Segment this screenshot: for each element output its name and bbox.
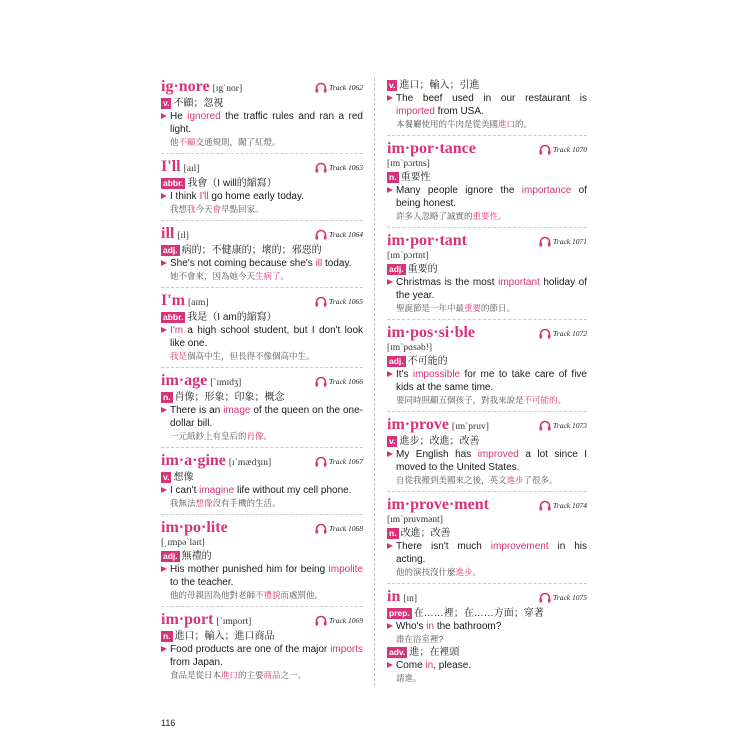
sense-definition	[161, 97, 363, 110]
entry-im	[161, 292, 363, 368]
track-label[interactable]	[315, 296, 363, 307]
sense-definition	[161, 244, 363, 257]
example-text: in his acting.	[396, 541, 588, 565]
track-label[interactable]	[315, 456, 363, 467]
headword: im·por·tance	[387, 140, 476, 157]
part-of-speech-badge: abbr.	[163, 312, 184, 322]
headphones-icon	[539, 420, 551, 431]
sense-definition	[161, 550, 363, 563]
headword-row	[161, 452, 363, 470]
part-of-speech-badge: abbr.	[163, 178, 184, 188]
bullet-triangle-icon	[161, 260, 167, 266]
example-text: Who's	[396, 621, 427, 632]
right-column	[387, 78, 587, 693]
entry-image	[161, 372, 363, 448]
example-highlight: in	[425, 660, 434, 671]
part-of-speech-badge: prep.	[389, 608, 410, 618]
example-sentence	[387, 92, 587, 118]
example-text: There is an	[170, 405, 224, 416]
example-highlight: improved	[477, 449, 519, 460]
definition-text: 進；在裡頭	[409, 647, 460, 658]
translation-text: 自從我搬到美國來之後，英文	[396, 475, 507, 485]
headphones-icon	[315, 229, 327, 240]
translation-highlight: 不可能的	[523, 395, 558, 405]
headword-row	[161, 78, 363, 96]
example-translation	[387, 633, 587, 645]
example-translation	[387, 566, 587, 578]
track-number: Track 1070	[553, 145, 587, 154]
translation-text: 許多人忽略了誠實的	[396, 211, 473, 221]
example-text: He	[170, 111, 188, 122]
headword-row	[387, 232, 587, 250]
sense-definition	[161, 177, 363, 190]
example-sentence	[161, 257, 363, 270]
headword-row	[387, 140, 587, 158]
example-text: from Japan.	[170, 657, 223, 668]
translation-text: 。	[280, 271, 290, 281]
bullet-triangle-icon	[161, 487, 167, 493]
pronunciation: [aɪm]	[188, 298, 209, 308]
sense-definition	[387, 263, 587, 276]
example-translation	[387, 394, 587, 406]
example-translation	[161, 497, 363, 509]
sense-definition	[387, 355, 587, 368]
definition-text: 不可能的	[407, 356, 448, 367]
example-text: Food products are one of the major	[170, 644, 331, 655]
headword-row	[161, 158, 363, 176]
headphones-icon	[539, 500, 551, 511]
example-sentence	[161, 484, 363, 497]
example-text: a high school student, but I don't look like one.	[170, 325, 363, 349]
headword-row	[161, 611, 363, 629]
example-text: The beef used in our restaurant is	[396, 93, 587, 104]
example-text: a lot since I moved to the United States.	[396, 449, 588, 473]
track-label[interactable]	[539, 500, 587, 511]
pronunciation: [aɪl]	[183, 164, 200, 174]
headword: I'll	[161, 158, 181, 175]
sense-definition	[387, 79, 587, 92]
entry-ill-contraction	[161, 158, 363, 221]
translation-highlight: 進步	[506, 475, 524, 485]
example-translation	[387, 302, 587, 314]
example-highlight: imagine	[199, 485, 235, 496]
example-text: to the teacher.	[170, 577, 234, 588]
example-sentence	[387, 540, 587, 566]
translation-highlight: 重要性	[472, 211, 499, 221]
example-highlight: importance	[521, 185, 572, 196]
example-translation	[387, 672, 587, 684]
headword-row	[387, 416, 587, 434]
track-label[interactable]	[315, 229, 363, 240]
page-number: 116	[161, 718, 176, 728]
track-label[interactable]	[315, 82, 363, 93]
headword: im·prove·ment	[387, 496, 489, 513]
bullet-triangle-icon	[161, 193, 167, 199]
example-text: It's	[396, 369, 413, 380]
translation-highlight: 不禮貌	[255, 590, 281, 600]
headword: im·age	[161, 372, 208, 389]
bullet-triangle-icon	[387, 623, 393, 629]
translation-highlight: 進口	[221, 670, 239, 680]
sense-definition	[161, 471, 363, 484]
translation-text: 要同時照顧五個孩子，對我來說是	[396, 395, 524, 405]
pronunciation: [ɪm`pɔrtns]	[387, 159, 430, 169]
translation-text: 今天	[195, 204, 213, 214]
definition-text: 進步；改進；改善	[399, 436, 480, 447]
example-translation	[161, 430, 363, 442]
example-sentence	[387, 368, 587, 394]
example-highlight: ill	[315, 258, 323, 269]
bullet-triangle-icon	[161, 407, 167, 413]
definition-text: 重要的	[407, 264, 438, 275]
track-number: Track 1071	[553, 237, 587, 246]
example-translation	[387, 210, 587, 222]
part-of-speech-badge: adj.	[389, 264, 404, 274]
track-label[interactable]	[315, 523, 363, 534]
pronunciation: [ɪm`pruvmənt]	[387, 515, 443, 525]
translation-text: 。	[263, 431, 273, 441]
track-number: Track 1072	[553, 329, 587, 338]
headword: im·a·gine	[161, 452, 226, 469]
example-highlight: impossible	[412, 369, 461, 380]
translation-highlight: 進步	[455, 567, 473, 577]
translation-text: 之一。	[280, 670, 307, 680]
definition-text: 進口；輸入；引進	[399, 80, 480, 91]
pronunciation: [`ɪmport]	[216, 617, 252, 627]
track-number: Track 1067	[329, 457, 363, 466]
definition-text: 重要性	[400, 172, 431, 183]
headword-row	[161, 225, 363, 243]
entry-imagine	[161, 452, 363, 515]
translation-text: 誰在浴室裡?	[396, 634, 444, 644]
headphones-icon	[315, 615, 327, 626]
sense-definition	[161, 311, 363, 324]
pronunciation: [ɪm`pɑsəb!]	[387, 343, 433, 353]
sense-definition	[161, 630, 363, 643]
track-number: Track 1064	[329, 230, 363, 239]
definition-text: 病的；不健康的；壞的；邪惡的	[181, 245, 322, 256]
example-sentence	[161, 324, 363, 350]
track-number: Track 1065	[329, 297, 363, 306]
example-translation	[161, 589, 363, 601]
entry-import-verb	[387, 79, 587, 136]
bullet-triangle-icon	[387, 95, 393, 101]
example-text: go home early today.	[208, 191, 305, 202]
translation-text: 的節日。	[481, 303, 516, 313]
track-number: Track 1062	[329, 83, 363, 92]
example-text: of being honest.	[396, 185, 588, 209]
sense-definition	[387, 171, 587, 184]
track-label[interactable]	[315, 615, 363, 626]
example-translation	[161, 270, 363, 282]
part-of-speech-badge: adj.	[163, 245, 178, 255]
bullet-triangle-icon	[387, 279, 393, 285]
translation-text: 她不會來，因為她今天	[170, 271, 256, 281]
headphones-icon	[539, 236, 551, 247]
bullet-triangle-icon	[161, 113, 167, 119]
definition-text: 在……裡；在……方面；穿著	[413, 608, 544, 619]
sense-definition	[387, 435, 587, 448]
translation-highlight: 肖像	[246, 431, 264, 441]
example-sentence	[387, 620, 587, 633]
entry-in	[387, 588, 587, 689]
translation-highlight: 生病了	[255, 271, 281, 281]
example-highlight: in	[426, 621, 435, 632]
headphones-icon	[539, 144, 551, 155]
pronunciation: [ɪm`pruv]	[451, 422, 489, 432]
translation-text: 的主要	[238, 670, 264, 680]
headphones-icon	[315, 296, 327, 307]
track-label[interactable]	[539, 420, 587, 431]
headword: in	[387, 588, 401, 605]
example-text: the bathroom?	[434, 621, 502, 632]
example-text: She's not coming because she's	[170, 258, 316, 269]
entry-ill	[161, 225, 363, 288]
track-number: Track 1073	[553, 421, 587, 430]
track-label[interactable]	[315, 162, 363, 173]
translation-text: 沒有手機的生活。	[212, 498, 281, 508]
entry-impossible	[387, 324, 587, 412]
example-sentence	[161, 643, 363, 669]
headword: im·por·tant	[387, 232, 467, 249]
example-text: life without my cell phone.	[234, 485, 352, 496]
example-text: I think	[170, 191, 200, 202]
translation-highlight: 想像	[195, 498, 213, 508]
track-number: Track 1069	[329, 616, 363, 625]
translation-text: 。	[498, 211, 507, 221]
example-highlight: I'm	[170, 325, 184, 336]
headphones-icon	[539, 592, 551, 603]
headword-row	[387, 496, 587, 514]
translation-text: 他的母親因為他對老師	[170, 590, 256, 600]
track-label[interactable]	[315, 376, 363, 387]
pronunciation: [ɪg`nor]	[212, 84, 243, 94]
example-highlight: important	[498, 277, 540, 288]
translation-text: 了很多。	[523, 475, 558, 485]
example-text: There isn't much	[396, 541, 491, 552]
definition-text: 想像	[173, 472, 194, 483]
track-number: Track 1066	[329, 377, 363, 386]
part-of-speech-badge: n.	[389, 172, 397, 182]
headword: im·pos·si·ble	[387, 324, 476, 341]
sense-definition	[387, 607, 587, 620]
headphones-icon	[315, 523, 327, 534]
headword-row	[387, 588, 587, 606]
entry-improve	[387, 416, 587, 492]
sense-definition	[387, 646, 587, 659]
part-of-speech-badge: n.	[163, 392, 171, 402]
translation-text: 我無法	[170, 498, 196, 508]
example-highlight: impolite	[328, 564, 363, 575]
translation-text: 個高中生，但長得不像個高中生。	[187, 351, 315, 361]
translation-highlight: 不顧	[178, 137, 196, 147]
example-translation	[387, 118, 587, 130]
part-of-speech-badge: v.	[163, 472, 170, 482]
headword: I'm	[161, 292, 185, 309]
example-text: , please.	[433, 660, 472, 671]
headword: im·prove	[387, 416, 449, 433]
headword: ig·nore	[161, 78, 210, 95]
example-highlight: imported	[396, 106, 435, 117]
translation-highlight: 重要	[464, 303, 482, 313]
left-column	[161, 78, 363, 690]
example-sentence	[387, 448, 587, 474]
track-label[interactable]	[539, 144, 587, 155]
translation-text: 。	[472, 567, 482, 577]
example-highlight: ignored	[187, 111, 221, 122]
part-of-speech-badge: v.	[163, 98, 170, 108]
example-text: holiday of the year.	[396, 277, 587, 301]
translation-text: 食品是從日本	[170, 670, 222, 680]
headphones-icon	[315, 376, 327, 387]
example-highlight: improvement	[490, 541, 549, 552]
example-sentence	[161, 110, 363, 136]
example-text: from USA.	[434, 106, 484, 117]
headword: im·po·lite	[161, 519, 228, 536]
example-highlight: imports	[330, 644, 363, 655]
definition-text: 無禮的	[181, 551, 212, 562]
headword-row	[387, 324, 587, 342]
translation-highlight: 我	[187, 204, 196, 214]
entry-ignore	[161, 78, 363, 154]
bullet-triangle-icon	[387, 371, 393, 377]
bullet-triangle-icon	[387, 543, 393, 549]
track-number: Track 1074	[553, 501, 587, 510]
part-of-speech-badge: v.	[389, 436, 396, 446]
example-text: of the queen on the one-dollar bill.	[170, 405, 363, 429]
definition-text: 改進；改善	[400, 528, 451, 539]
translation-text: 一元紙鈔上有皇后的	[170, 431, 247, 441]
example-text: Come	[396, 660, 426, 671]
example-text: the traffic rules and ran a red light.	[170, 111, 363, 135]
pronunciation: [͵ɪmpə`laɪt]	[161, 538, 205, 548]
sense-definition	[161, 391, 363, 404]
part-of-speech-badge: n.	[389, 528, 397, 538]
translation-text: 而處罰他。	[280, 590, 324, 600]
example-sentence	[161, 563, 363, 589]
pronunciation: [ɪ`mædʒɪn]	[228, 458, 272, 468]
example-translation	[387, 474, 587, 486]
headphones-icon	[315, 162, 327, 173]
translation-text: 他	[170, 137, 179, 147]
track-number: Track 1063	[329, 163, 363, 172]
example-text: Christmas is the most	[396, 277, 499, 288]
example-sentence	[161, 190, 363, 203]
part-of-speech-badge: adj.	[163, 551, 178, 561]
definition-text: 我是（I am的縮寫）	[187, 312, 277, 323]
example-sentence	[387, 659, 587, 672]
example-text: for me to take care of five kids at the same time.	[396, 369, 587, 393]
track-number: Track 1075	[553, 593, 587, 602]
translation-highlight: 會	[212, 204, 222, 214]
translation-text: 我想	[170, 204, 188, 214]
translation-highlight: 商品	[263, 670, 281, 680]
pronunciation: [`ɪmɪdʒ]	[210, 378, 242, 388]
headword: ill	[161, 225, 175, 242]
bullet-triangle-icon	[387, 662, 393, 668]
translation-highlight: 進口	[498, 119, 516, 129]
example-translation	[161, 203, 363, 215]
example-translation	[161, 136, 363, 148]
example-text: I can't	[170, 485, 200, 496]
pronunciation: [ɪn]	[403, 594, 418, 604]
example-sentence	[161, 404, 363, 430]
sense-definition	[387, 527, 587, 540]
part-of-speech-badge: adv.	[389, 647, 406, 657]
headword-row	[161, 292, 363, 310]
headword-row	[161, 372, 363, 390]
example-highlight: I'll	[199, 191, 209, 202]
headphones-icon	[315, 456, 327, 467]
example-text: My English has	[396, 449, 478, 460]
entry-import	[161, 611, 363, 686]
track-label[interactable]	[539, 592, 587, 603]
example-translation	[161, 669, 363, 681]
translation-text: 本餐廳使用的牛肉是從美國	[396, 119, 499, 129]
translation-text: 交通規則，闖了紅燈。	[195, 137, 281, 147]
translation-text: 請進。	[396, 673, 422, 683]
bullet-triangle-icon	[161, 327, 167, 333]
pronunciation: [ɪm`pɔrtnt]	[387, 251, 429, 261]
headphones-icon	[539, 328, 551, 339]
example-text: Many people ignore the	[396, 185, 522, 196]
definition-text: 我會（I will的縮寫）	[187, 178, 277, 189]
column-divider	[374, 78, 375, 686]
part-of-speech-badge: adj.	[389, 356, 404, 366]
part-of-speech-badge: v.	[389, 80, 396, 90]
example-translation	[161, 350, 363, 362]
pronunciation: [ɪl]	[177, 231, 189, 241]
definition-text: 進口；輸入；進口商品	[174, 631, 275, 642]
part-of-speech-badge: n.	[163, 631, 171, 641]
bullet-triangle-icon	[161, 646, 167, 652]
translation-text: 的。	[515, 119, 533, 129]
entry-improvement	[387, 496, 587, 584]
definition-text: 肖像；形象；印象；概念	[174, 392, 285, 403]
entry-impolite	[161, 519, 363, 607]
example-sentence	[387, 276, 587, 302]
translation-text: 聖誕節是一年中最	[396, 303, 465, 313]
translation-text: 他的演技沒什麼	[396, 567, 456, 577]
example-text: today.	[322, 258, 352, 269]
translation-highlight: 我是	[170, 351, 188, 361]
translation-text: 早點回家。	[221, 204, 264, 214]
translation-text: 。	[557, 395, 567, 405]
headphones-icon	[315, 82, 327, 93]
bullet-triangle-icon	[161, 566, 167, 572]
example-text: His mother punished him for being	[170, 564, 329, 575]
bullet-triangle-icon	[387, 187, 393, 193]
bullet-triangle-icon	[387, 451, 393, 457]
definition-text: 不顧；忽視	[173, 98, 224, 109]
track-number: Track 1068	[329, 524, 363, 533]
entry-importance	[387, 140, 587, 228]
headword-row	[161, 519, 363, 537]
headword: im·port	[161, 611, 214, 628]
example-highlight: image	[223, 405, 251, 416]
example-sentence	[387, 184, 587, 210]
track-label[interactable]	[539, 236, 587, 247]
entry-important	[387, 232, 587, 320]
track-label[interactable]	[539, 328, 587, 339]
